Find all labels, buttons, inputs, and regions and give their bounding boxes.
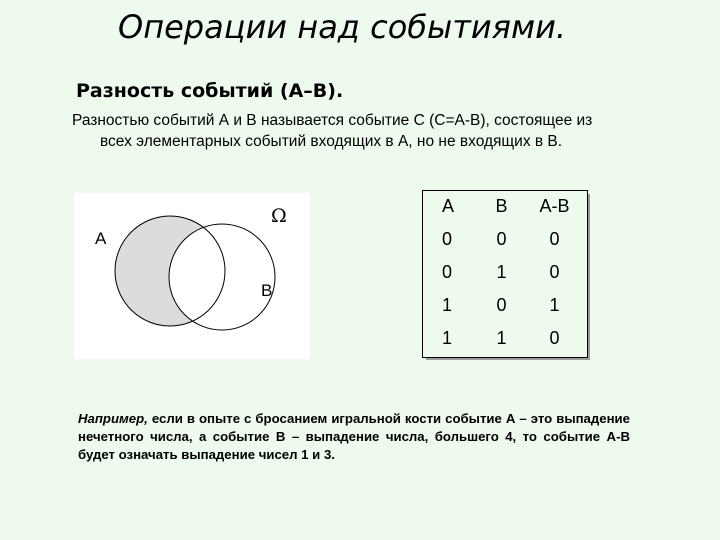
omega-label: Ω	[271, 205, 287, 227]
cell: 0	[442, 229, 453, 249]
example-text	[78, 410, 630, 464]
example-lead: Например,	[78, 411, 148, 426]
definition-text	[72, 110, 702, 152]
example-body: если в опыте с бросанием игральной кости событие А – это выпадение нечетного числа, а событие В – выпадение числа, большего 4, то событие А-В будет означать выпадение чисел 1 и 3.	[78, 411, 630, 462]
cell: 0	[549, 229, 560, 249]
section-heading: Разность событий (A–B).	[76, 80, 344, 102]
truth-table	[422, 190, 581, 355]
cell: 1	[442, 295, 453, 315]
slide-title: Операции над событиями.	[118, 8, 567, 46]
intersection-clear	[169, 224, 275, 330]
definition-line-1: Разностью событий А и В называется событие С (С=А-В), состоящее из	[72, 112, 593, 129]
truth-table-header-row	[422, 190, 581, 223]
table-row	[422, 223, 581, 256]
venn-diagram	[74, 193, 310, 359]
cell: 0	[496, 295, 507, 315]
header-a-minus-b: A-B	[539, 196, 570, 216]
table-row	[422, 289, 581, 322]
table-row	[422, 322, 581, 355]
set-b-label: В	[261, 281, 273, 300]
cell: 0	[442, 262, 453, 282]
cell: 1	[496, 262, 507, 282]
table-row	[422, 256, 581, 289]
set-a-label: А	[95, 229, 107, 248]
header-a: A	[442, 196, 455, 216]
cell: 1	[442, 328, 453, 348]
cell: 1	[549, 295, 560, 315]
cell: 0	[549, 328, 560, 348]
definition-line-2: всех элементарных событий входящих в А, но не входящих в В.	[100, 133, 563, 150]
cell: 0	[496, 229, 507, 249]
cell: 1	[496, 328, 507, 348]
cell: 0	[549, 262, 560, 282]
header-b: B	[495, 196, 508, 216]
